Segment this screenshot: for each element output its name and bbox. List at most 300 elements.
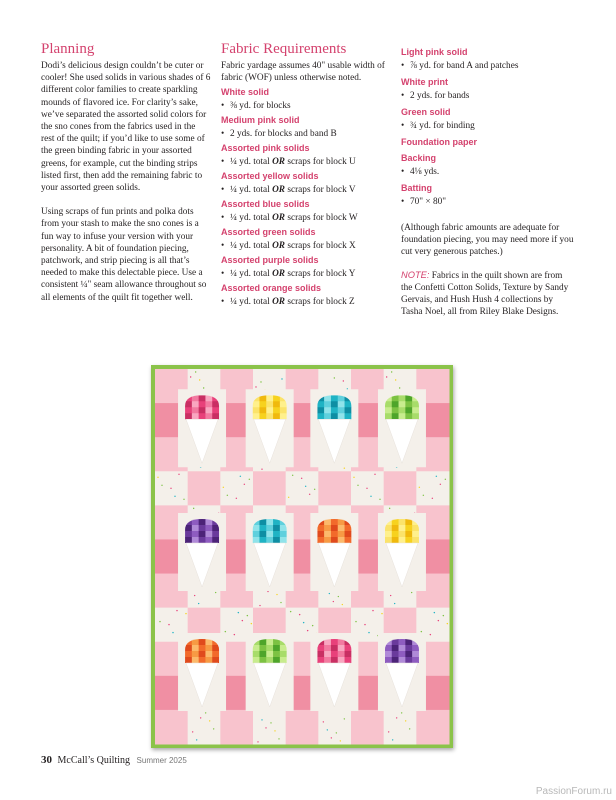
scoop-square [212, 651, 219, 657]
print-dot [434, 612, 435, 613]
print-dot [247, 615, 248, 616]
scoop-square [345, 537, 352, 543]
scoop-square [199, 395, 206, 401]
fabric-detail [221, 240, 391, 252]
print-dot [409, 728, 410, 729]
scoop-square [259, 407, 266, 413]
quilt-patch [155, 710, 188, 745]
print-dot [196, 739, 197, 740]
print-dot [395, 379, 396, 380]
print-dot [172, 632, 173, 633]
fabric-use: scraps for block V [285, 185, 356, 196]
scoop-square [399, 645, 406, 651]
print-dot [251, 623, 252, 624]
foundation-aside: (Although fabric amounts are adequate for foundation piecing, you may need more if you cut very generous patches.) [401, 223, 574, 258]
print-dot [267, 591, 268, 592]
scoop-square [273, 657, 280, 663]
scoop-square [385, 413, 392, 419]
print-dot [405, 720, 406, 721]
fabric-requirements-heading: Fabric Requirements [221, 41, 347, 57]
fabric-amount: ¼ yd. total [230, 185, 273, 196]
print-dot [242, 620, 243, 621]
print-dot [280, 602, 281, 603]
fabric-use: scraps for block Y [285, 269, 356, 280]
or-emphasis: OR [272, 297, 286, 308]
scoop-square [212, 525, 219, 531]
scoop-square [253, 657, 260, 663]
scoop-square [338, 525, 345, 531]
print-dot [174, 496, 175, 497]
or-emphasis: OR [272, 241, 286, 252]
scoop-square [331, 639, 338, 645]
fabric-amount: ¼ yd. total [230, 241, 273, 252]
quilt-patch [318, 471, 351, 506]
fabric-list [221, 87, 391, 308]
scoop-square [331, 401, 338, 407]
print-dot [185, 613, 186, 614]
print-dot [386, 376, 387, 377]
scoop-square [331, 537, 338, 543]
scoop-square [399, 401, 406, 407]
scoop-square [399, 531, 406, 537]
scoop-square [317, 413, 324, 419]
note-text: Fabrics in the quilt shown are from the Confetti Cotton Solids, Texture by Sandy Gervais, and Hush Hush 4 collections by Tasha Noel, all from Riley Blake Designs. [401, 270, 569, 318]
print-dot [265, 727, 266, 728]
scoop-square [385, 645, 392, 651]
scoop-square [405, 645, 412, 651]
fabric-name: Light pink solid [401, 47, 468, 57]
fabric-name: Assorted green solids [221, 227, 316, 238]
scoop-square [253, 651, 260, 657]
print-dot [290, 611, 291, 612]
scoop-square [212, 407, 219, 413]
scoop-square [266, 407, 273, 413]
scoop-square [392, 401, 399, 407]
quilt-patch [351, 710, 384, 745]
scoop-square [392, 657, 399, 663]
scoop-square [385, 537, 392, 543]
watermark: PassionForum.ru [535, 786, 612, 797]
print-dot [190, 376, 191, 377]
scoop-square [185, 407, 192, 413]
fabric-detail: • 70" × 80" [401, 196, 576, 208]
scoop-square [385, 657, 392, 663]
print-dot [381, 613, 382, 614]
scoop-square [338, 651, 345, 657]
print-dot [215, 592, 216, 593]
quilt-patch [416, 471, 449, 506]
scoop-square [385, 525, 392, 531]
scoop-square [331, 657, 338, 663]
scoop-square [185, 531, 192, 537]
quilt-photo [151, 365, 453, 748]
scoop-square [399, 519, 406, 525]
print-dot [401, 712, 402, 713]
scoop-square [212, 401, 219, 407]
scoop-square [266, 651, 273, 657]
print-dot [344, 718, 345, 719]
print-dot [205, 712, 206, 713]
print-dot [432, 498, 433, 499]
print-dot [299, 614, 300, 615]
fabric-detail: • 4⅛ yds. [401, 166, 576, 178]
scoop-square [405, 537, 412, 543]
scoop-square [273, 413, 280, 419]
scoop-square [331, 407, 338, 413]
scoop-square [185, 537, 192, 543]
scoop-square [266, 531, 273, 537]
fabric-use: scraps for block Z [285, 297, 355, 308]
print-dot [438, 620, 439, 621]
print-dot [419, 487, 420, 488]
scoop-square [205, 401, 212, 407]
note-label: NOTE: [401, 269, 430, 280]
scoop-square [253, 407, 260, 413]
scoop-square [266, 401, 273, 407]
fabric-use: scraps for block X [285, 241, 356, 252]
scoop-square [199, 519, 206, 525]
scoop-square [199, 413, 206, 419]
scoop-square [185, 651, 192, 657]
scoop-square [412, 537, 419, 543]
print-dot [411, 592, 412, 593]
print-dot [327, 729, 328, 730]
scoop-square [280, 401, 287, 407]
fabric-amount: ¼ yd. total [230, 297, 273, 308]
print-dot [261, 719, 262, 720]
print-dot [336, 732, 337, 733]
print-dot [392, 739, 393, 740]
print-dot [194, 595, 195, 596]
print-dot [261, 468, 262, 469]
scoop-square [192, 531, 199, 537]
scoop-square [199, 651, 206, 657]
scoop-square [412, 401, 419, 407]
scoop-square [212, 537, 219, 543]
scoop-square [199, 657, 206, 663]
quilt-illustration [151, 365, 453, 748]
scoop-square [317, 645, 324, 651]
print-dot [314, 489, 315, 490]
print-dot [274, 730, 275, 731]
scoop-square [259, 531, 266, 537]
scoop-square [399, 651, 406, 657]
print-dot [379, 499, 380, 500]
page-number: 30 [41, 754, 52, 766]
scoop-square [266, 537, 273, 543]
print-dot [257, 741, 258, 742]
scoop-square [385, 401, 392, 407]
scoop-square [345, 413, 352, 419]
scoop-square [280, 645, 287, 651]
scoop-square [259, 651, 266, 657]
scoop-square [331, 645, 338, 651]
print-dot [240, 476, 241, 477]
print-dot [260, 381, 261, 382]
fabric-name: Backing [401, 153, 437, 163]
scoop-square [273, 525, 280, 531]
print-dot [388, 731, 389, 732]
scoop-square [266, 413, 273, 419]
print-dot [374, 474, 375, 475]
scoop-square [345, 657, 352, 663]
scoop-square [392, 531, 399, 537]
scoop-square [273, 407, 280, 413]
print-dot [344, 467, 345, 468]
print-dot [223, 487, 224, 488]
scoop-square [259, 525, 266, 531]
fabric-amount: ¼ yd. total [230, 213, 273, 224]
fabric-detail [221, 156, 391, 168]
fabric-name: White print [401, 77, 448, 87]
scoop-square [399, 525, 406, 531]
print-dot [170, 488, 171, 489]
scoop-square [317, 657, 324, 663]
scoop-square [345, 651, 352, 657]
scoop-square [199, 401, 206, 407]
print-dot [443, 615, 444, 616]
quilt-patch [253, 471, 286, 506]
fabric-name: Green solid [401, 107, 451, 117]
scoop-square [399, 407, 406, 413]
scoop-square [399, 639, 406, 645]
scoop-square [212, 645, 219, 651]
print-dot [399, 387, 400, 388]
scoop-square [412, 531, 419, 537]
scoop-square [199, 525, 206, 531]
quilt-patch [220, 710, 253, 745]
scoop-square [392, 525, 399, 531]
scoop-square [399, 657, 406, 663]
scoop-square [259, 401, 266, 407]
scoop-square [405, 531, 412, 537]
scoop-square [212, 531, 219, 537]
print-dot [338, 596, 339, 597]
print-dot [445, 479, 446, 480]
print-dot [430, 634, 431, 635]
scoop-square [324, 645, 331, 651]
print-dot [288, 497, 289, 498]
quilt-patch [188, 471, 221, 506]
scoop-square [280, 525, 287, 531]
print-dot [331, 737, 332, 738]
scoop-square [280, 657, 287, 663]
fabric-name: Assorted blue solids [221, 199, 310, 210]
scoop-square [205, 645, 212, 651]
planning-column [41, 40, 211, 304]
print-dot [372, 610, 373, 611]
print-dot [391, 371, 392, 372]
print-dot [249, 479, 250, 480]
print-dot [198, 603, 199, 604]
print-dot [323, 721, 324, 722]
quilt-patch [286, 471, 319, 506]
scoop-square [205, 651, 212, 657]
scoop-square [185, 401, 192, 407]
scoop-square [331, 525, 338, 531]
print-dot [278, 738, 279, 739]
print-dot [334, 377, 335, 378]
scoop-square [412, 657, 419, 663]
scoop-square [338, 657, 345, 663]
scoop-square [253, 531, 260, 537]
scoop-square [185, 657, 192, 663]
print-dot [270, 722, 271, 723]
fabric-name: Assorted yellow solids [221, 171, 319, 182]
fabric-intro: Fabric yardage assumes 40" usable width of fabric (WOF) unless otherwise noted. [221, 61, 385, 84]
quilt-patch [286, 710, 319, 745]
fabric-note [401, 269, 576, 319]
scoop-square [345, 407, 352, 413]
scoop-square [253, 537, 260, 543]
print-dot [447, 623, 448, 624]
print-dot [176, 610, 177, 611]
scoop-square [405, 525, 412, 531]
scoop-square [192, 413, 199, 419]
print-dot [209, 720, 210, 721]
scoop-square [192, 407, 199, 413]
scoop-square [331, 651, 338, 657]
print-dot [370, 496, 371, 497]
fabric-detail [221, 268, 391, 280]
quilt-patch [384, 710, 417, 745]
fabric-requirements-continued [401, 44, 576, 318]
scoop-square [280, 537, 287, 543]
print-dot [390, 595, 391, 596]
scoop-square [317, 537, 324, 543]
print-dot [259, 605, 260, 606]
or-emphasis: OR [272, 213, 286, 224]
print-dot [234, 634, 235, 635]
scoop-square [405, 401, 412, 407]
fabric-name: White solid [221, 87, 269, 98]
scoop-square [331, 531, 338, 537]
scoop-square [266, 645, 273, 651]
scoop-square [273, 537, 280, 543]
scoop-square [212, 413, 219, 419]
print-dot [436, 476, 437, 477]
print-dot [343, 380, 344, 381]
quilt-patch [188, 710, 221, 745]
print-dot [200, 717, 201, 718]
scoop-square [205, 657, 212, 663]
print-dot [312, 625, 313, 626]
scoop-square [317, 407, 324, 413]
scoop-square [280, 651, 287, 657]
scoop-square [253, 645, 260, 651]
scoop-square [192, 401, 199, 407]
scoop-square [259, 645, 266, 651]
print-dot [244, 484, 245, 485]
scoop-square [392, 413, 399, 419]
or-emphasis: OR [272, 157, 286, 168]
fabric-amount: ⅜ yd. for blocks [230, 101, 291, 112]
print-dot [305, 486, 306, 487]
scoop-square [199, 537, 206, 543]
fabric-detail [221, 184, 391, 196]
scoop-square [385, 531, 392, 537]
fabric-name: Medium pink solid [221, 115, 300, 126]
fabric-detail [221, 296, 391, 308]
print-dot [203, 387, 204, 388]
print-dot [333, 601, 334, 602]
scoop-square [205, 413, 212, 419]
print-dot [183, 499, 184, 500]
fabric-detail [221, 212, 391, 224]
quilt-patch [318, 710, 351, 745]
scoop-square [392, 645, 399, 651]
fabric-detail: • ⅞ yd. for band A and patches [401, 60, 576, 72]
scoop-square [185, 645, 192, 651]
print-dot [364, 624, 365, 625]
fabric-detail [221, 100, 391, 112]
print-dot [357, 485, 358, 486]
fabric-list-continued [401, 47, 576, 208]
scoop-square [392, 537, 399, 543]
scoop-square [266, 639, 273, 645]
scoop-square [192, 657, 199, 663]
print-dot [159, 621, 160, 622]
scoop-square [259, 657, 266, 663]
print-dot [255, 386, 256, 387]
print-dot [307, 630, 308, 631]
scoop-square [412, 651, 419, 657]
fabric-amount: ¼ yd. total [230, 157, 273, 168]
scoop-square [405, 651, 412, 657]
print-dot [366, 488, 367, 489]
print-dot [423, 495, 424, 496]
scoop-square [199, 531, 206, 537]
scoop-square [185, 413, 192, 419]
scoop-square [392, 407, 399, 413]
print-dot [309, 494, 310, 495]
print-dot [161, 485, 162, 486]
planning-paragraph-2: Using scraps of fun prints and polka dots from your stash to make the sno cones is a fun way to infuse your version with your personality. A bit of foundation piecing, patchwork, and strip piecing is all that’s needed to make this delectable piece. Use a consistent ¼" seam allowance throughout so all elements of the quilt fit together well. [41, 207, 207, 303]
scoop-square [185, 525, 192, 531]
scoop-square [259, 413, 266, 419]
scoop-square [399, 413, 406, 419]
fabric-requirements-column [221, 40, 391, 308]
scoop-square [324, 407, 331, 413]
scoop-square [412, 407, 419, 413]
quilt-patch [416, 710, 449, 745]
scoop-square [317, 651, 324, 657]
print-dot [199, 379, 200, 380]
scoop-square [205, 525, 212, 531]
scoop-square [253, 401, 260, 407]
print-dot [292, 475, 293, 476]
print-dot [213, 728, 214, 729]
fabric-detail: • ¾ yd. for binding [401, 120, 576, 132]
scoop-square [205, 407, 212, 413]
scoop-square [192, 525, 199, 531]
fabric-amount: ¼ yd. total [230, 269, 273, 280]
print-dot [353, 477, 354, 478]
scoop-square [412, 525, 419, 531]
scoop-square [324, 651, 331, 657]
fabric-name: Assorted pink solids [221, 143, 310, 154]
scoop-square [266, 525, 273, 531]
scoop-square [205, 537, 212, 543]
print-dot [168, 624, 169, 625]
print-dot [340, 740, 341, 741]
scoop-square [345, 401, 352, 407]
or-emphasis: OR [272, 269, 286, 280]
planning-heading: Planning [41, 41, 95, 57]
fabric-detail [221, 128, 391, 140]
scoop-square [385, 407, 392, 413]
print-dot [178, 474, 179, 475]
